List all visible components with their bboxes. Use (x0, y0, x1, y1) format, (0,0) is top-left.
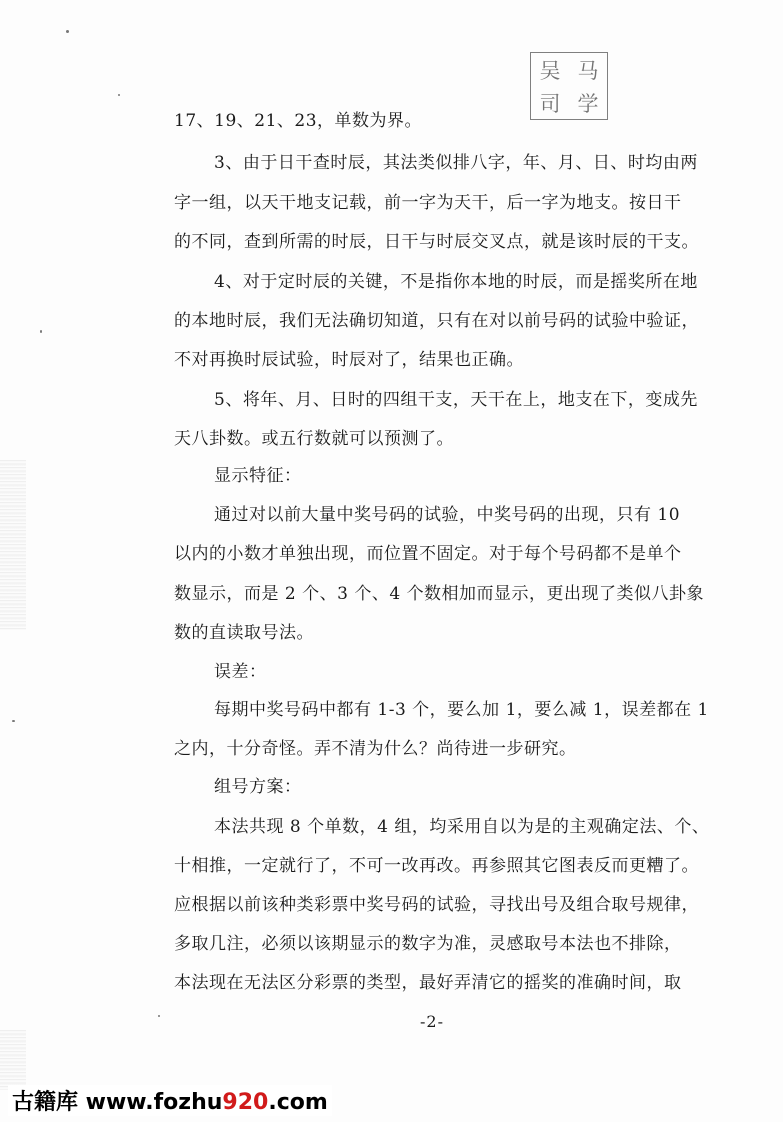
text-line: 的本地时辰，我们无法确切知道，只有在对以前号码的试验中验证， (174, 311, 699, 331)
text-line: 17、19、21、23，单数为界。 (174, 111, 423, 131)
text-line: 数的直读取号法。 (174, 623, 314, 643)
seal-char: 司 (539, 91, 561, 116)
text-line: 天八卦数。或五行数就可以预测了。 (174, 429, 454, 449)
text-line: 5、将年、月、日时的四组干支，天干在上，地支在下，变成先 (214, 390, 698, 410)
page-number: -2- (420, 1012, 444, 1031)
text-line: 本法共现 8 个单数，4 组，均采用自以为是的主观确定法、个、 (214, 817, 710, 837)
text-line: 以内的小数才单独出现，而位置不固定。对于每个号码都不是单个 (174, 544, 682, 564)
text-line: 多取几注，必须以该期显示的数字为准，灵感取号本法也不排除， (174, 934, 682, 954)
seal-char: 学 (577, 91, 599, 116)
scan-speck (118, 94, 120, 96)
scan-speck (66, 30, 69, 33)
text-line: 字一组，以天干地支记载，前一字为天干，后一字为地支。按日干 (174, 193, 682, 213)
seal-char: 马 (577, 58, 599, 83)
watermark-prefix: 古籍库 www.fozhu (12, 1090, 223, 1115)
text-line: 十相推，一定就行了，不可一改再改。再参照其它图表反而更糟了。 (174, 856, 699, 876)
text-line: 通过对以前大量中奖号码的试验，中奖号码的出现，只有 10 (214, 505, 681, 525)
text-line: 4、对于定时辰的关键，不是指你本地的时辰，而是摇奖所在地 (214, 272, 698, 292)
text-line: 不对再换时辰试验，时辰对了，结果也正确。 (174, 350, 524, 370)
text-line: 3、由于日干查时辰，其法类似排八字，年、月、日、时均由两 (214, 153, 698, 173)
seal-char: 吴 (539, 58, 561, 83)
scan-speck (158, 1015, 160, 1017)
section-heading: 组号方案： (214, 777, 302, 797)
text-line: 每期中奖号码中都有 1-3 个，要么加 1，要么减 1，误差都在 1 (214, 700, 709, 720)
text-line: 本法现在无法区分彩票的类型，最好弄清它的摇奖的准确时间，取 (174, 973, 682, 993)
scan-edge-noise (0, 1030, 26, 1090)
scan-edge-noise (0, 460, 26, 630)
text-line: 的不同，查到所需的时辰，日干与时辰交叉点，就是该时辰的干支。 (174, 232, 699, 252)
text-line: 应根据以前该种类彩票中奖号码的试验，寻找出号及组合取号规律， (174, 895, 699, 915)
seal-stamp (530, 52, 608, 120)
section-heading: 误差： (214, 662, 267, 682)
scan-speck (40, 330, 42, 333)
section-heading: 显示特征： (214, 466, 302, 486)
site-watermark (8, 1085, 332, 1116)
text-line: 之内，十分奇怪。弄不清为什么？尚待进一步研究。 (174, 739, 577, 759)
watermark-number: 920 (222, 1090, 269, 1115)
watermark-suffix: .com (268, 1090, 328, 1115)
text-line: 数显示，而是 2 个、3 个、4 个数相加而显示，更出现了类似八卦象 (174, 584, 705, 604)
scan-speck (12, 720, 15, 722)
